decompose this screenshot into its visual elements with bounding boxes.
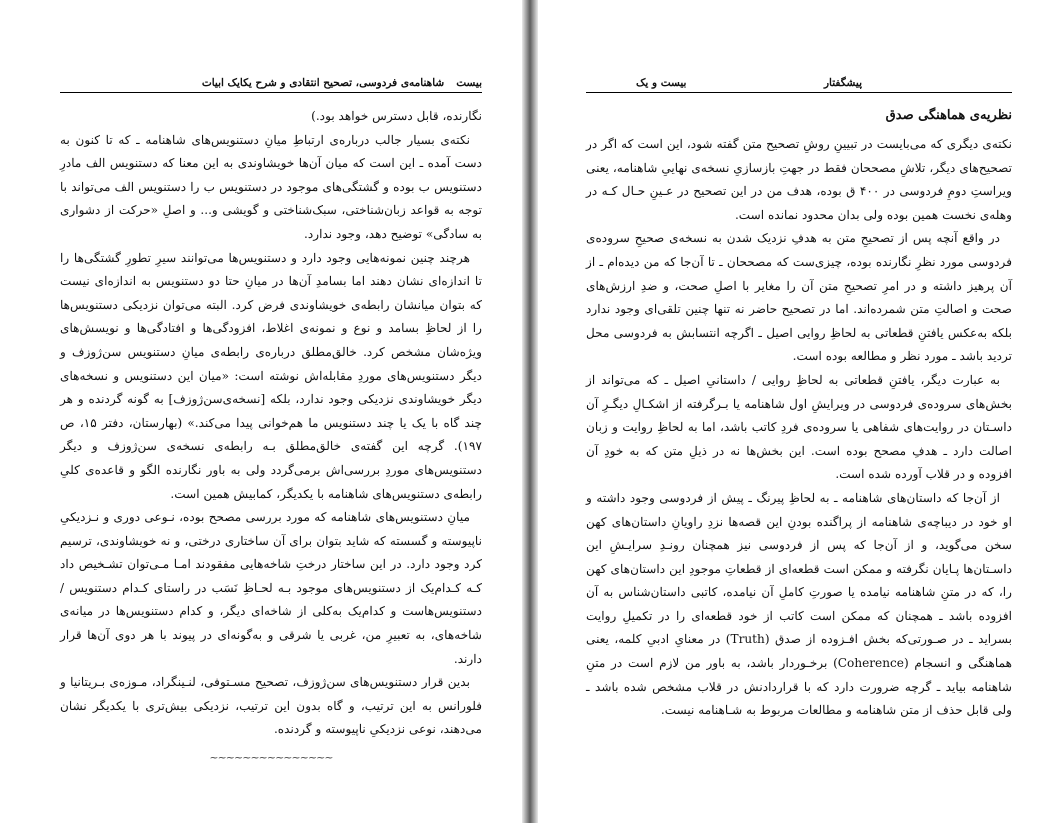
- right-paragraph-2: در واقع آنچه پس از تصحیحِ متن به هدفِ نزدیک شدن به نسخه‌ی صحیحِ سروده‌ی فردوسی مورد نظرِ نگارنده بوده، چیزی‌ست که مصححان ـ تا آن‌جا که من دیده‌ام ـ از آن پرهیز داشته و در امرِ تصحیحِ متن آن را مغایر با اصلِ صحت، و ضدِ ارزش‌های صحت و اصالتِ متن شمرده‌اند. اما در تصحیح حاضر نه تنها چنین تلقی‌ای وجود ندارد بلکه به‌عکس یافتنِ قطعاتی به لحاظِ روایی اصیل ـ اگرچه انتسابش به فردوسی محل تردید باشد ـ مورد نظر و مطالعه بوده است.: [586, 231, 1012, 364]
- left-paragraph-3: هرچند چنین نمونه‌هایی وجود دارد و دستنویس‌ها می‌توانند سیرِ تطورِ گشتگی‌ها را تا اندازه‌ای نشان دهند اما بسامدِ آن‌ها در میانِ حتا دو دستنویس به اندازه‌ای نیست که بتوان میانشان رابطه‌ی خویشاوندی فرض کرد. البته می‌توان نزدیکی دستنویس‌ها را از لحاظِ بسامد و نوع و نمونه‌ی اغلاط، افزودگی‌ها و افتادگی‌ها و نویسش‌های ویژه‌شان مشخص کرد. خالق‌مطلق درباره‌ی رابطه‌ی میانِ دستنویس سن‌ژوزف و دیگر دستنویس‌های موردِ مقابله‌اش نوشته است: «میان این دستنویس و نسخه‌های دیگر خویشاوندی نزدیکی وجود ندارد، بلکه [نسخه‌ی‌سن‌ژوزف] به گونه‌ گردنده و هر چند گاه با یک یا چند دستنویس ما هم‌خوانی پیدا می‌کند.» (بهارستان، دفتر ۱۵، ص ۱۹۷). گرچه این گفته‌ی خالق‌مطلق بـه رابطه‌ی نسخه‌ی سن‌ژوزف و دیگر دستنویس‌های موردِ بررسی‌اش برمی‌گردد ولی به باور نگارنده الگو و قاعده‌ی کلیِ رابطه‌ی دستنویس‌های شاهنامه با یکدیگر، کمابیش همین است.: [60, 250, 482, 501]
- right-page-body: [586, 133, 1012, 723]
- right-paragraph-1: نکته‌ی دیگری که می‌بایست در تبیینِ روشِ تصحیح متن گفته شود، این است که اگر در تصحیح‌های دیگر، تلاشِ مصححان فقط در جهتِ بازسازیِ نسخه‌ی نهاییِ شاهنامه، یعنی ویراستِ دومِ فردوسی در ۴۰۰ ق بوده، هدف من در این تصحیح در عـینِ حـال کـه در وهله‌ی نخست همین بوده ولی بدان محدود نمانده است.: [586, 137, 1012, 222]
- section-title: نظریه‌ی هماهنگی صدق: [885, 108, 1012, 123]
- left-paragraph-4: میانِ دستنویس‌های شاهنامه که مورد بررسی مصحح بوده، نـوعی دوری و نـزدیکیِ ناپیوسته و گسسته که شاید بتوان برای آن ساختاری درختی، و نه خویشاوندی، ترسیم کرد وجود دارد. در این ساختار درختِ شاخه‌هایی مفقودند امـا مـی‌توان تشـخیص داد کـه کـدام‌یک از دستنویس‌های موجود بـه لحـاظِ نَسَب در راستای کـدام دستنویس / دستنویس‌هاست و کدام‌یک به‌کلی از شاخه‌ای دیگر، و کدام دستنویس‌ها در میانه‌ی شاخه‌های، به تعبیرِ من، غربی یا شرقی و به‌گونه‌ای در پیوند با هر دوی آن‌ها قرار دارند.: [60, 510, 482, 666]
- left-page: [0, 0, 522, 823]
- right-paragraph-4: از آن‌جا که داستان‌های شاهنامه ـ به لحاظِ پیرنگ ـ پیش از فردوسی وجود داشته و او خود در دیباچه‌ی شاهنامه از پراگنده بودنِ این قصه‌ها نزدِ راویانِ داستان‌های کهن سخن می‌گوید، و از آن‌جا که پس از فردوسی نیز همچنان رونـدِ سرایـشِ این داسـتان‌ها پـایان نگرفته و ممکن است قطعه‌ای از قطعاتِ موجودِ این داستان‌های کهن را، که در متنِ شاهنامه نیامده یا صورتِ کاملِ آن نیامده، کاتبی داستان‌شناس به آن افزوده باشد ـ همچنان که ممکن است کاتب از خود قطعه‌ای را در تکمیلِ روایت بسراید ـ در صـورتی‌که بخش افـزوده از صدق (Truth) در معنایِ ادبیِ کلمه، یعنی هماهنگی و انسجام (Coherence) برخـوردار باشد، به باور من لازم است در متنِ شاهنامه بیاید ـ گرچه ضرورت دارد که با قراردادنش در قلاب مشخص شده باشد ـ ولی قابل حذف از متن شاهنامه و مطالعات مربوط به شـاهنامه نیست.: [586, 490, 1012, 718]
- left-paragraph-2: نکته‌ی بسیار جالب درباره‌ی ارتباطِ میانِ دستنویس‌های شاهنامه ـ که تا کنون به دست آمده ـ این است که میان آن‌ها خویشاوندی به این معنا که دستنویس الف مادرِ دستنویس ب بوده و گشتگی‌های موجود در دستنویس ب را دستنویس الف می‌تواند با توجه به قواعد زبان‌شناختی، سبک‌شناختی و گویشی و... و اصلِ «حرکت از دشواری به سادگی» توضیح دهد، وجود ندارد.: [60, 132, 482, 241]
- left-paragraph-1: نگارنده، قابل دسترس خواهد بود.): [311, 109, 482, 123]
- left-page-number: بیست: [456, 77, 482, 89]
- section-end-ornament: ~~~~~~~~~~~~~~~: [209, 751, 333, 765]
- left-running-title: شاهنامه‌ی فردوسی، تصحیح انتقادی و شرح یکایک ابیات: [201, 77, 445, 89]
- book-gutter: [522, 0, 538, 823]
- right-running-title: پیشگفتار: [823, 77, 862, 89]
- right-paragraph-3: به عبارت دیگر، یافتنِ قطعاتی به لحاظِ روایی / داستانیِ اصیل ـ که می‌تواند از بخش‌های سروده‌ی فردوسی در ویرایشِ اول شاهنامه یا بـرگرفته از اشکـالِ دیگـرِ آن داسـتان در روایت‌های شفاهی یا سروده‌ی فردِ کاتب باشد، اما به لحاظِ روایت و زبان اصالت دارد ـ هدفِ مصحح بوده است. این بخش‌ها نه در ذیلِ متن که به خودِ آن افزوده و در قلاب آورده شده است.: [586, 372, 1012, 482]
- right-page-header: [586, 74, 1012, 93]
- right-page: [538, 0, 1055, 823]
- right-page-number: بیست و یک: [636, 77, 687, 89]
- left-page-body: [60, 105, 482, 765]
- left-page-header: [60, 74, 482, 93]
- left-paragraph-5: بدین قرار دستنویس‌های سن‌ژوزف، تصحیح مسـتوفی، لنـینگراد، مـوزه‌ی بـریتانیا و فلورانس به این ترتیب، و گاه بدون این ترتیب، نزدیکی بیش‌تری با یکدیگر نشان می‌دهند، نوعی نزدیکیِ ناپیوسته و گردنده.: [60, 675, 482, 737]
